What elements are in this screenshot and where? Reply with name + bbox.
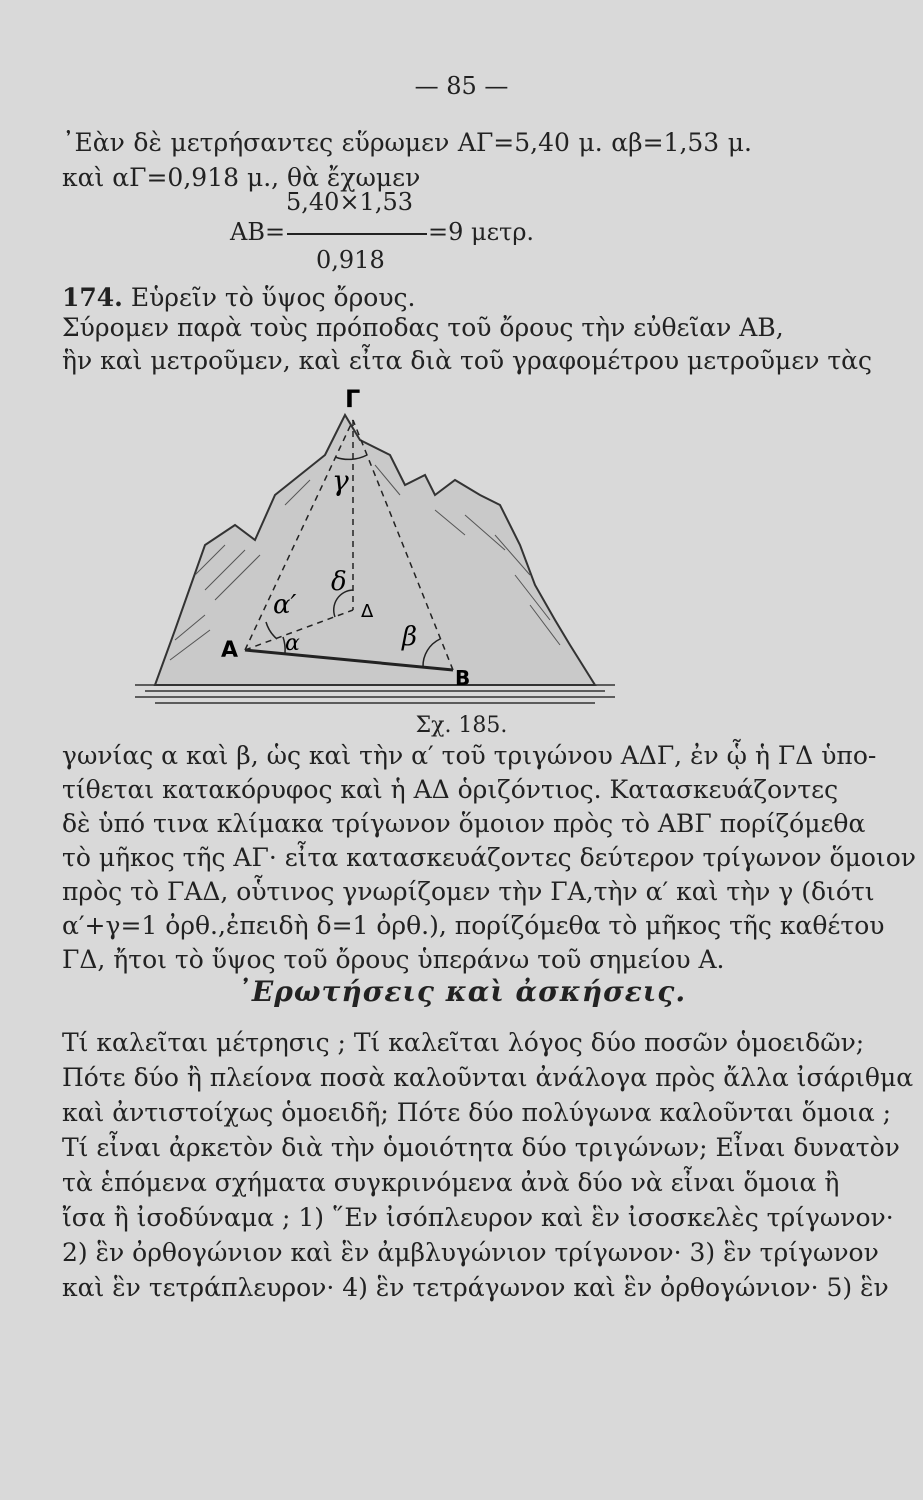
intro-line-1: ᾿Εὰν δὲ μετρήσαντες εὕρωμεν ΑΓ=5,40 μ. αβ=1,53 μ. [62,128,752,157]
page-number: — 85 — [414,72,509,100]
label-gamma: γ [332,464,349,497]
question-line-7: 2) ἓν ὀρθογώνιον καὶ ἓν ἀμβλυγώνιον τρίγωνον· 3) ἓν τρίγωνον [62,1238,879,1267]
figure-caption: Σχ. 185. [415,713,508,738]
formula-lhs: ΑΒ= [230,218,286,246]
body-line-bottom-4: τὸ μῆκος τῆς ΑΓ· εἶτα κατασκευάζοντες δεύτερον τρίγωνον ὅμοιον [62,843,916,872]
body-line-bottom-6: α′+γ=1 ὀρθ.,ἐπειδὴ δ=1 ὀρθ.), πορίζόμεθα τὸ μῆκος τῆς καθέτου [62,911,885,940]
question-line-5: τὰ ἑπόμενα σχήματα συγκρινόμενα ἀνὰ δύο νὰ εἶναι ὅμοια ἢ [62,1168,840,1197]
label-foot: Δ [361,601,374,622]
question-line-1: Τί καλεῖται μέτρησις ; Τί καλεῖται λόγος δύο ποσῶν ὁμοειδῶν; [62,1028,865,1057]
body-line-bottom-5: πρὸς τὸ ΓΑΔ, οὗτινος γνωρίζομεν τὴν ΓΑ,τὴν α′ καὶ τὴν γ (διότι [62,877,875,906]
label-left: Α [221,638,239,663]
formula-denominator: 0,918 [316,246,385,274]
body-line-bottom-3: δὲ ὑπό τινα κλίμακα τρίγωνον ὅμοιον πρὸς τὸ ΑΒΓ πορίζόμεθα [62,809,866,838]
question-line-4: Τί εἶναι ἀρκετὸν διὰ τὴν ὁμοιότητα δύο τριγώνων; Εἶναι δυνατὸν [62,1133,900,1162]
label-delta: δ [331,567,347,597]
label-right: Β [455,666,471,690]
ground-lines [135,685,615,703]
body-line-bottom-7: ΓΔ, ἤτοι τὸ ὕψος τοῦ ὄρους ὑπεράνω τοῦ σημείου Α. [62,945,725,974]
formula-rhs: =9 μετρ. [428,218,535,246]
formula-numerator: 5,40×1,53 [286,188,413,216]
problem-title: Εὑρεῖν τὸ ὕψος ὄρους. [130,283,416,312]
label-alpha-prime: α′ [273,590,297,620]
body-line-bottom-2: τίθεται κατακόρυφος καὶ ἡ ΑΔ ὁριζόντιος. Κατασκευάζοντες [62,775,839,804]
fraction-bar [287,233,427,235]
question-line-6: ἴσα ἢ ἰσοδύναμα ; 1) ῞Εν ἰσόπλευρον καὶ ἓν ἰσοσκελὲς τρίγωνον· [62,1203,894,1232]
label-apex: Γ [345,385,361,413]
question-line-8: καὶ ἓν τετράπλευρον· 4) ἓν τετράγωνον καὶ ἓν ὀρθογώνιον· 5) ἓν [62,1273,889,1302]
label-beta: β [402,622,418,652]
question-line-2: Πότε δύο ἢ πλείονα ποσὰ καλοῦνται ἀνάλογα πρὸς ἄλλα ἰσάριθμα [62,1063,914,1092]
mountain-figure [135,385,615,710]
question-line-3: καὶ ἀντιστοίχως ὁμοειδῆ; Πότε δύο πολύγωνα καλοῦνται ὅμοια ; [62,1098,892,1127]
problem-number: 174. [62,283,123,312]
questions-heading: ᾿Ερωτήσεις καὶ ἀσκήσεις. [236,975,687,1008]
body-line-bottom-1: γωνίας α καὶ β, ὡς καὶ τὴν α′ τοῦ τριγώνου ΑΔΓ, ἐν ᾧ ἡ ΓΔ ὑπο- [62,741,877,770]
body-line-top-2: ἣν καὶ μετροῦμεν, καὶ εἶτα διὰ τοῦ γραφομέτρου μετροῦμεν τὰς [62,346,873,375]
problem-heading [62,282,752,314]
body-line-top-1: Σύρομεν παρὰ τοὺς πρόποδας τοῦ ὄρους τὴν εὐθεῖαν ΑΒ, [62,313,784,342]
intro-line-2: καὶ αΓ=0,918 μ., θὰ ἔχωμεν [62,163,421,192]
label-alpha: α [285,631,300,656]
